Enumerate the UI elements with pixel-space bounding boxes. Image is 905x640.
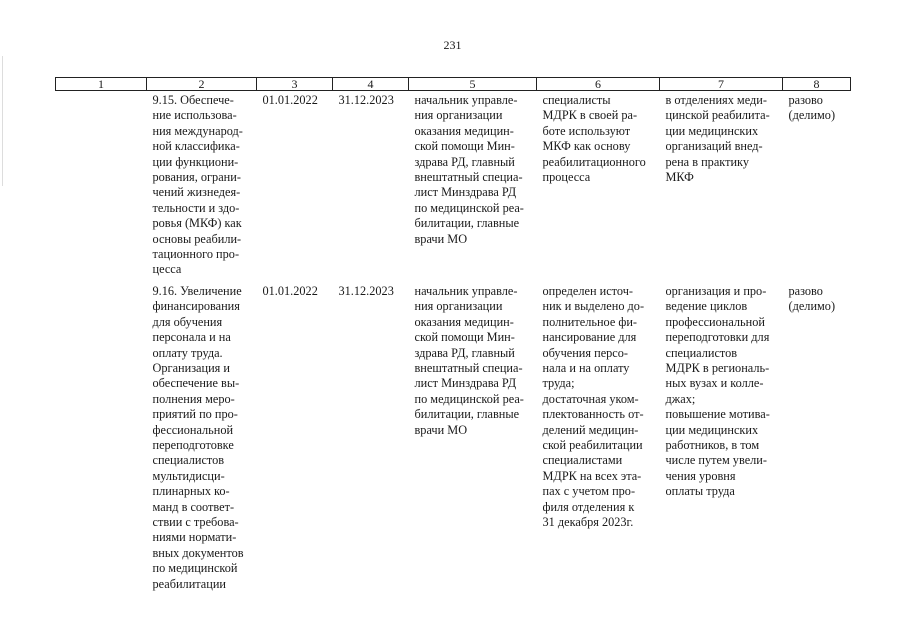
indicator-cell: в отделениях меди- цинской реабилита- ции медицинских организаций внед- рена в практику МКФ [665, 93, 770, 185]
column-header-5: 5 [409, 78, 537, 91]
column-header-6: 6 [537, 78, 660, 91]
expected-result-cell: специалисты МДРК в своей ра- боте используют МКФ как основу реабилитационного процесса [542, 93, 646, 185]
scan-edge-line [2, 56, 3, 186]
row-number-cell [56, 278, 147, 592]
column-header-2: 2 [147, 78, 257, 91]
end-date-cell: 31.12.2023 [338, 93, 394, 107]
measure-name-cell: 9.15. Обеспече- ние использова- ния международ- ной классифика- ции функциони- рования, ограни- чений жизнедея- тельности и здо- ровья (МКФ) как основы реабили- тационного про- цесса [152, 93, 243, 277]
expected-result-cell: определен источ- ник и выделено до- полнительное фи- нансирование для обучения персо- нала и на оплату труда; достаточная уком- плектованность от- делений медицин- ской реабилитации специалистами МДРК на всех эта- пах с учетом про- филя отделения к 31 декабря 2023г. [542, 283, 645, 529]
responsible-cell: начальник управле- ния организации оказания медицин- ской помощи Мин- здрава РД, главный внештатный специа- лист Минздрава РД по медицинской реа- билитации, главные врачи МО [414, 93, 524, 246]
column-header-3: 3 [257, 78, 333, 91]
column-number-header-row [56, 78, 851, 91]
row-number-cell [56, 91, 147, 278]
table-row [56, 278, 851, 592]
column-header-7: 7 [660, 78, 783, 91]
table-row [56, 91, 851, 278]
indicator-cell: организация и про- ведение циклов профессиональной переподготовки для специалистов МДРК в региональ- ных вузах и колле- джах; повышение мотива- ции медицинских работников, в том числе путем увели- чения уровня оплаты труда [665, 283, 770, 499]
column-header-4: 4 [333, 78, 409, 91]
regularity-cell: разово (делимо) [788, 283, 836, 314]
measures-table [55, 77, 851, 592]
column-header-8: 8 [783, 78, 851, 91]
regularity-cell: разово (делимо) [788, 93, 836, 123]
measure-name-cell: 9.16. Увеличение финансирования для обучения персонала и на оплату труда. Организация и обеспечение вы- полнения меро- приятий по про- фессиональной переподготовке специалистов мультидисци- плинарных ко- манд в соответ- ствии с требова- ниями нормати- вных документов по медицинской реабилитации [152, 283, 244, 591]
start-date-cell: 01.01.2022 [262, 93, 318, 107]
end-date-cell: 31.12.2023 [338, 283, 394, 298]
column-header-1: 1 [56, 78, 147, 91]
start-date-cell: 01.01.2022 [262, 283, 318, 298]
responsible-cell: начальник управле- ния организации оказания медицин- ской помощи Мин- здрава РД, главный внештатный специа- лист Минздрава РД по медицинской реа- билитации, главные врачи МО [414, 283, 524, 437]
page-number: 231 [443, 38, 462, 52]
